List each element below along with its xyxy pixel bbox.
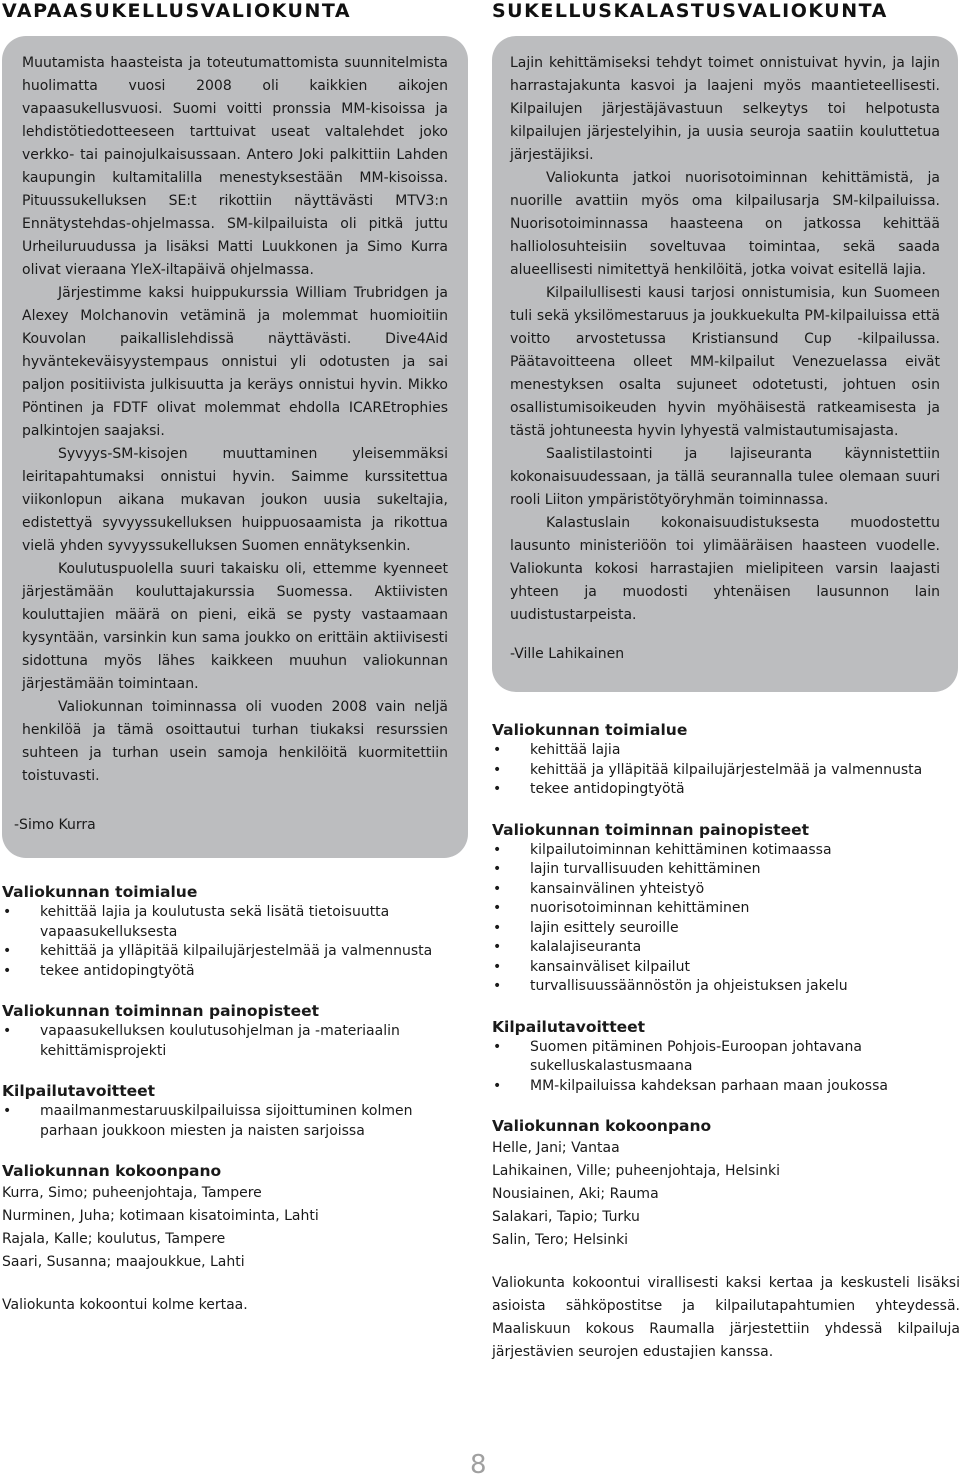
list-item: • kansainväliset kilpailut	[492, 958, 960, 978]
member-line: Salin, Tero; Helsinki	[492, 1232, 629, 1248]
right-paragraph-4: Saalistilastointi ja lajiseuranta käynnistettiin kokonaisuudessaan, ja tällä seurannalla tulee olemaan suuri rooli Liiton ympäristötyöryhmän toiminnassa.	[510, 446, 940, 508]
right-section-painopisteet	[492, 820, 960, 997]
right-list	[492, 741, 960, 800]
left-list	[2, 1022, 464, 1061]
left-column-title: VAPAASUKELLUSVALIOKUNTA	[2, 0, 352, 22]
list-item: • tekee antidopingtyötä	[492, 780, 960, 800]
right-section-heading: Kilpailutavoitteet	[492, 1017, 646, 1036]
list-item: • lajin turvallisuuden kehittäminen	[492, 860, 960, 880]
left-paragraph-1: Muutamista haasteista ja toteutumattomista suunnitelmista huolimatta vuosi 2008 oli kaikkien aikojen vapaasukellusvuosi. Suomi voitti pronssia MM-kisoissa ja lehdistötiedotteeseen tarttuivat useat valtalehdet joko verkko- tai painojulkaisussaan. Antero Joki palkittiin Lahden kaupungin kultamitalilla menestyksestään MM-kisoissa. Pituussukelluksen SE:t rikottiin näyttävästi MTV3:n Ennätystehdas-ohjelmassa. SM-kilpailuista oli pitkä juttu Urheiluruudussa ja lisäksi Matti Luukkonen ja Simo Kurra olivat vieraana YleX-iltapäivä ohjelmassa.	[22, 55, 448, 278]
left-info-block	[2, 882, 464, 1317]
list-item: • tekee antidopingtyötä	[2, 962, 464, 982]
member-line: Helle, Jani; Vantaa	[492, 1140, 620, 1156]
right-paragraph-5: Kalastuslain kokonaisuudistuksesta muodostettu lausunto ministeriöön toi ylimääräisen haasteen vuodelle. Valiokunta kokosi harrastajien mielipiteen varsin laajasti yhteen ja muodosti yhtenäisen lausunnon lain uudistustarpeista.	[510, 515, 940, 623]
left-section-heading: Valiokunnan toimialue	[2, 883, 198, 901]
left-section-kokoonpano	[2, 1161, 464, 1274]
right-paragraph-3: Kilpailullisesti kausi tarjosi onnistumisia, kun Suomeen tuli sekä yksilömestaruus ja joukkuekulta PM-kilpailuissa että voitto arvostetussa Kristiansund Cup -kilpailussa. Päätavoitteena olleet MM-kilpailut Venezuelassa eivät menestyksen osalta sujuneet odotetusti, johtuen osin osallistumisoikeuden hyvin myöhäisestä ratkeamisesta ja tästä johtuneesta hyvin lyhyestä valmistautumisajasta.	[510, 285, 940, 439]
right-info-block	[492, 720, 960, 1364]
left-signature: -Simo Kurra	[14, 817, 96, 833]
left-section-painopisteet	[2, 1001, 464, 1061]
list-item: • kilpailutoiminnan kehittäminen kotimaassa	[492, 841, 960, 861]
right-list	[492, 841, 960, 997]
right-column-title: SUKELLUSKALASTUSVALIOKUNTA	[492, 0, 888, 22]
right-report-panel	[492, 36, 958, 692]
right-section-heading: Valiokunnan toiminnan painopisteet	[492, 820, 810, 839]
right-paragraph-2: Valiokunta jatkoi nuorisotoiminnan kehittämistä, ja nuorille avattiin myös oma kilpailusarja SM-kilpailuissa. Nuorisotoiminnassa haasteena on jatkossa kehittää halliolosuhteisiin soveltuvaa toimintaa, sekä saada alueellisesti nimitettyä henkilöitä, jotka voivat esitellä lajia.	[510, 170, 940, 278]
list-item: • kehittää ja ylläpitää kilpailujärjestelmää ja valmennusta	[492, 761, 960, 781]
left-section-heading: Valiokunnan kokoonpano	[2, 1162, 222, 1180]
right-signature: -Ville Lahikainen	[510, 646, 625, 662]
list-item: • kehittää lajia ja koulutusta sekä lisätä tietoisuutta vapaasukelluksesta	[2, 903, 464, 942]
left-paragraph-2: Järjestimme kaksi huippukurssia William Trubridgen ja Alexey Molchanovin vetäminä ja molemmat huomioitiin Kouvolan paikallislehdissä näyttävästi. Dive4Aid hyväntekeväisyystempaus onnistui yli odotusten ja sai paljon positiivista julkisuutta ja keräys onnistui hyvin. Mikko Pöntinen ja FDTF olivat molemmat ehdolla ICAREtrophies palkintojen saajaksi.	[22, 285, 448, 439]
list-item: • vapaasukelluksen koulutusohjelman ja -materiaalin kehittämisprojekti	[2, 1022, 464, 1061]
list-item: • kehittää lajia	[492, 741, 960, 761]
left-section-heading: Valiokunnan toiminnan painopisteet	[2, 1002, 320, 1020]
list-item: • nuorisotoiminnan kehittäminen	[492, 899, 960, 919]
right-section-kilpailutavoitteet	[492, 1017, 960, 1097]
member-line: Kurra, Simo; puheenjohtaja, Tampere	[2, 1185, 262, 1201]
right-list	[492, 1038, 960, 1097]
page-number: 8	[470, 1450, 487, 1480]
right-section-heading: Valiokunnan toimialue	[492, 721, 688, 739]
left-paragraph-5: Valiokunnan toiminnassa oli vuoden 2008 vain neljä henkilöä ja tämä osoittautui turhan tiukaksi resurssien suhteen ja turhan usein samoja henkilöitä kuormitettiin toistuvasti.	[22, 699, 448, 784]
list-item: • kehittää ja ylläpitää kilpailujärjestelmää ja valmennusta	[2, 942, 464, 962]
list-item: • lajin esittely seuroille	[492, 919, 960, 939]
right-closing: Valiokunta kokoontui virallisesti kaksi kertaa ja keskusteli lisäksi asioista sähköpostitse ja kilpailutapahtumien yhteydessä. Maaliskuun kokous Raumalla järjestettiin yhdessä kilpailuja järjestävien seurojen edustajien kanssa.	[492, 1275, 960, 1360]
left-paragraph-4: Koulutuspuolella suuri takaisku oli, ettemme kyenneet järjestämään kouluttajakurssia Suomessa. Aktiivisten kouluttajien määrä on pieni, eikä se pysty vastaamaan kysyntään, varsinkin kun sama joukko on erittäin aktiivisesti sidottuna myös lähes kaikkeen muuhun valiokunnan järjestämään toimintaan.	[22, 561, 448, 692]
member-line: Saari, Susanna; maajoukkue, Lahti	[2, 1254, 245, 1270]
left-section-heading: Kilpailutavoitteet	[2, 1082, 156, 1100]
list-item: • maailmanmestaruuskilpailuissa sijoittuminen kolmen parhaan joukkoon miesten ja naisten sarjoissa	[2, 1102, 464, 1141]
left-report-panel	[2, 36, 468, 858]
list-item: • MM-kilpailuissa kahdeksan parhaan maan joukossa	[492, 1077, 960, 1097]
right-section-kokoonpano	[492, 1116, 960, 1252]
list-item: • kalalajiseuranta	[492, 938, 960, 958]
left-list	[2, 903, 464, 981]
left-section-toimialue	[2, 882, 464, 981]
right-section-toimialue	[492, 720, 960, 800]
right-section-heading: Valiokunnan kokoonpano	[492, 1117, 712, 1135]
list-item: • turvallisuussäännöstön ja ohjeistuksen jakelu	[492, 977, 960, 997]
member-line: Rajala, Kalle; koulutus, Tampere	[2, 1231, 226, 1247]
member-line: Lahikainen, Ville; puheenjohtaja, Helsinki	[492, 1163, 781, 1179]
member-line: Salakari, Tapio; Turku	[492, 1209, 640, 1225]
left-paragraph-3: Syvyys-SM-kisojen muuttaminen yleisemmäksi leiritapahtumaksi onnistui hyvin. Saimme kurssitettua viikonlopun aikana mukavan joukon uusia sukeltajia, edistettyä syvyyssukelluksen huippuosaamista ja rikottua vielä yhden syvyyssukelluksen Suomen ennätyksenkin.	[22, 446, 448, 554]
list-item: • kansainvälinen yhteistyö	[492, 880, 960, 900]
left-closing: Valiokunta kokoontui kolme kertaa.	[2, 1297, 248, 1313]
right-paragraph-1: Lajin kehittämiseksi tehdyt toimet onnistuivat hyvin, ja lajin harrastajakunta kasvoi ja laajeni myös maantieteellisesti. Kilpailujen järjestäjävastuun selkeytys toi helpotusta kilpailujen järjestelyihin, ja uusia seuroja saatiin kouluttetua järjestäjiksi.	[510, 55, 940, 163]
member-line: Nurminen, Juha; kotimaan kisatoiminta, Lahti	[2, 1208, 319, 1224]
left-section-kilpailutavoitteet	[2, 1081, 464, 1141]
left-list	[2, 1102, 464, 1141]
list-item: • Suomen pitäminen Pohjois-Euroopan johtavana sukelluskalastusmaana	[492, 1038, 960, 1077]
member-line: Nousiainen, Aki; Rauma	[492, 1186, 659, 1202]
